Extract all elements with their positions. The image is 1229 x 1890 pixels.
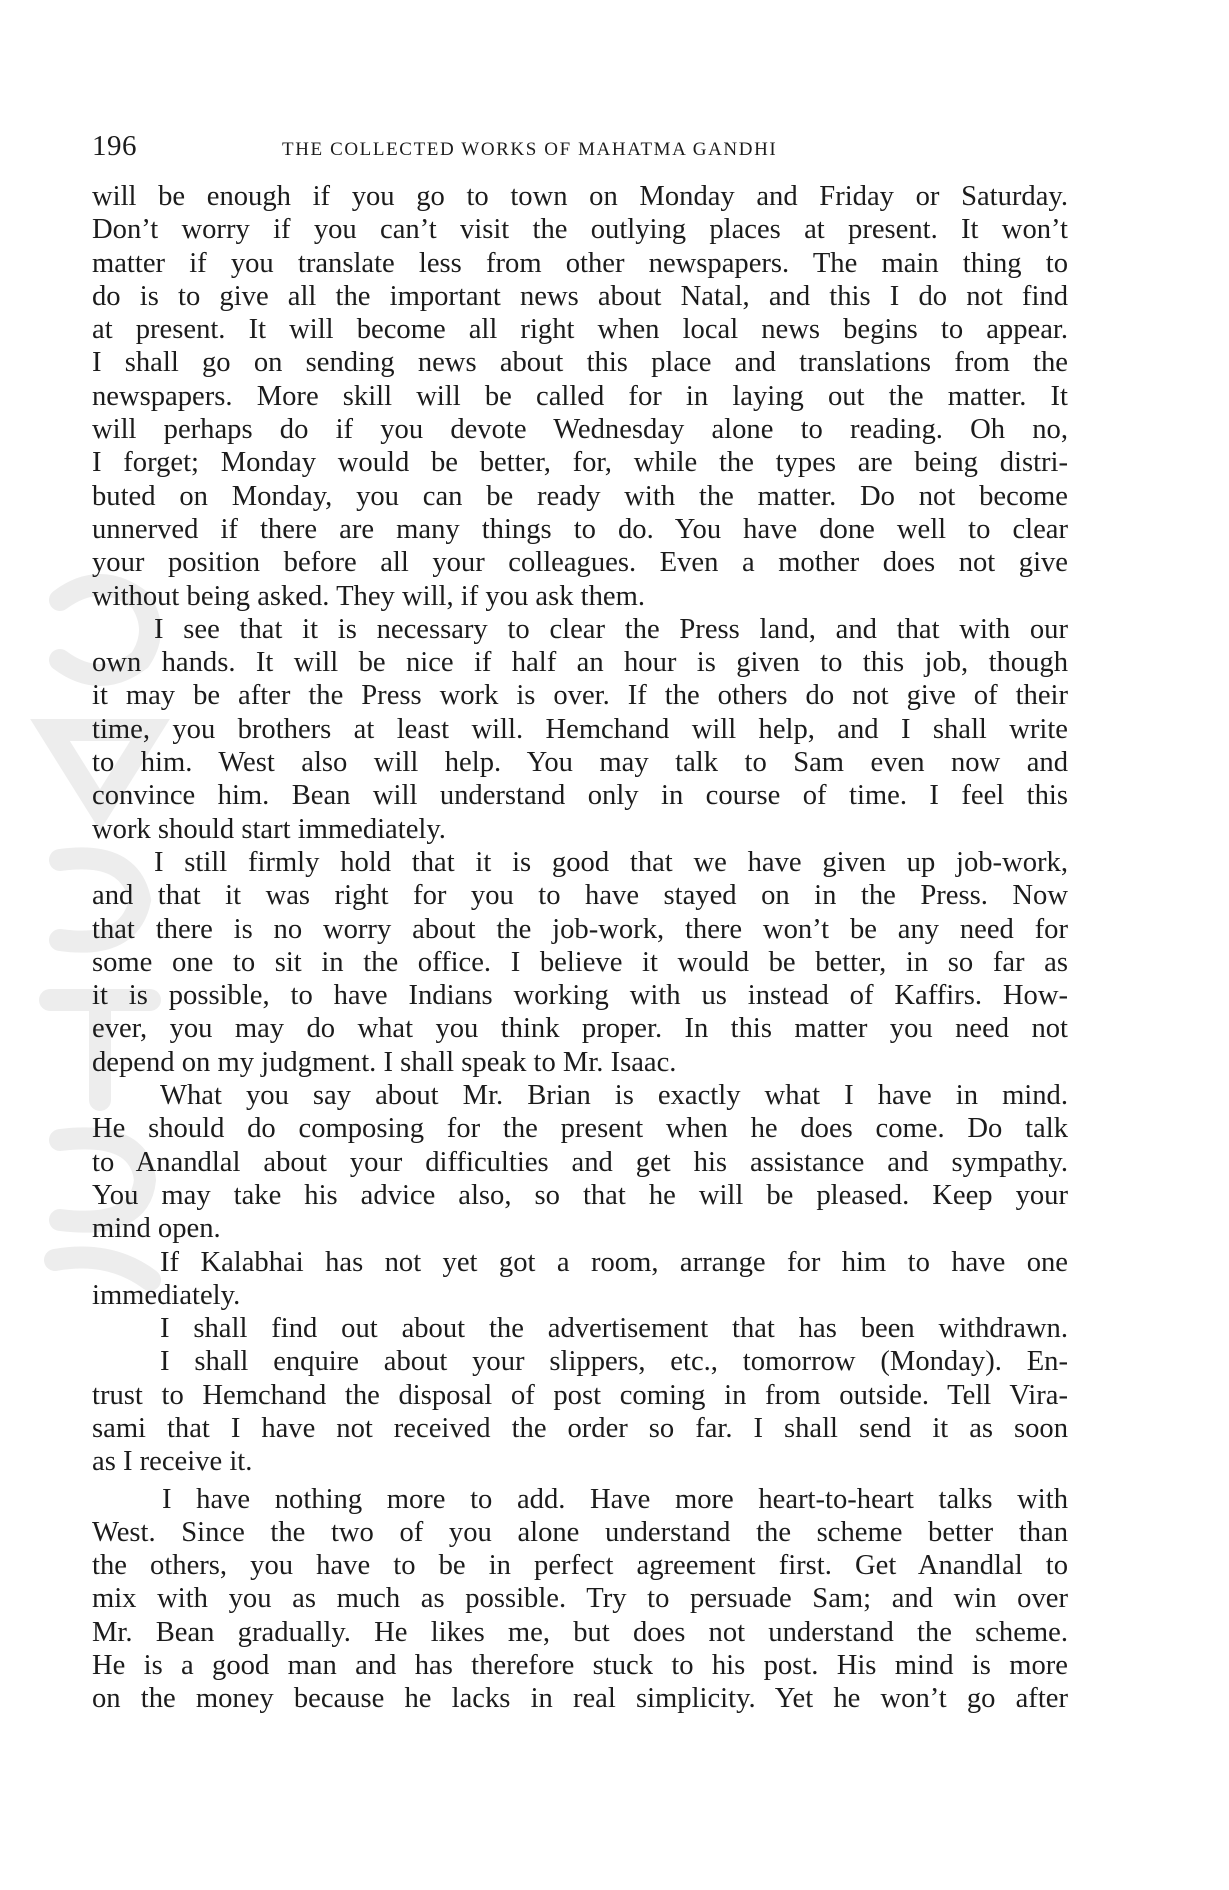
paragraph-1 [92, 180, 1068, 613]
text-line: I shall enquire about your slippers, etc., tomorrow (Monday). En- [160, 1346, 1068, 1378]
text-line: to him. West also will help. You may talk to Sam even now and [92, 747, 1068, 779]
text-line: mix with you as much as possible. Try to persuade Sam; and win over [92, 1583, 1068, 1615]
text-line: as I receive it. [92, 1446, 253, 1478]
body-text [92, 180, 1068, 1716]
text-line: time, you brothers at least will. Hemchand will help, and I shall write [92, 713, 1068, 745]
text-line: I still firmly hold that it is good that we have given up job-work, [154, 846, 1068, 878]
text-line: to Anandlal about your difficulties and get his assistance and sympathy. [92, 1146, 1068, 1178]
text-line: What you say about Mr. Brian is exactly what I have in mind. [160, 1080, 1068, 1112]
text-line: without being asked. They will, if you ask them. [92, 580, 645, 612]
text-line: sami that I have not received the order so far. I shall send it as soon [92, 1412, 1068, 1444]
text-line: ever, you may do what you think proper. In this matter you need not [92, 1013, 1068, 1045]
text-line: trust to Hemchand the disposal of post coming in from outside. Tell Vira- [92, 1379, 1068, 1411]
paragraph-2 [92, 613, 1068, 846]
text-line: If Kalabhai has not yet got a room, arrange for him to have one [160, 1246, 1068, 1278]
text-line: I have nothing more to add. Have more heart-to-heart talks with [162, 1483, 1068, 1515]
paragraph-8 [92, 1483, 1068, 1716]
text-line: matter if you translate less from other newspapers. The main thing to [92, 247, 1068, 279]
text-line: on the money because he lacks in real simplicity. Yet he won’t go after [92, 1683, 1068, 1715]
text-line: depend on my judgment. I shall speak to Mr. Isaac. [92, 1046, 677, 1078]
text-line: unnerved if there are many things to do. You have done well to clear [92, 513, 1068, 545]
page-header [92, 130, 1092, 170]
text-line: work should start immediately. [92, 813, 446, 845]
text-line: He should do composing for the present when he does come. Do talk [92, 1113, 1068, 1145]
text-line: I shall go on sending news about this place and translations from the [92, 347, 1068, 379]
text-line: will be enough if you go to town on Monday and Friday or Saturday. [92, 181, 1068, 212]
text-line: do is to give all the important news about Natal, and this I do not find [92, 280, 1068, 312]
text-line: it is possible, to have Indians working with us instead of Kaffirs. How- [92, 980, 1068, 1012]
paragraph-3 [92, 846, 1068, 1079]
text-line: convince him. Bean will understand only in course of time. I feel this [92, 780, 1068, 812]
text-line: newspapers. More skill will be called for in laying out the matter. It [92, 380, 1068, 412]
paragraph-5 [92, 1246, 1068, 1313]
page-number: 196 [92, 130, 137, 162]
text-line: immediately. [92, 1279, 241, 1311]
text-line: your position before all your colleagues. Even a mother does not give [92, 547, 1068, 579]
text-line: Don’t worry if you can’t visit the outlying places at present. It won’t [92, 214, 1068, 246]
text-line: He is a good man and has therefore stuck to his post. His mind is more [92, 1650, 1068, 1682]
text-line: You may take his advice also, so that he will be pleased. Keep your [92, 1179, 1068, 1211]
text-line: own hands. It will be nice if half an hour is given to this job, though [92, 647, 1068, 679]
text-line: I shall find out about the advertisement that has been withdrawn. [160, 1313, 1068, 1345]
text-line: will perhaps do if you devote Wednesday alone to reading. Oh no, [92, 414, 1068, 446]
paragraph-4 [92, 1079, 1068, 1245]
text-line: West. Since the two of you alone understand the scheme better than [92, 1516, 1068, 1548]
text-line: the others, you have to be in perfect agreement first. Get Anandlal to [92, 1550, 1068, 1582]
text-line: I forget; Monday would be better, for, while the types are being distri- [92, 447, 1068, 479]
text-line: that there is no worry about the job-work, there won’t be any need for [92, 913, 1068, 945]
text-line: buted on Monday, you can be ready with the matter. Do not become [92, 480, 1068, 512]
text-line: I see that it is necessary to clear the Press land, and that with our [154, 613, 1068, 645]
paragraph-6 [92, 1312, 1068, 1345]
paragraph-7 [92, 1345, 1068, 1478]
text-line: mind open. [92, 1213, 221, 1245]
text-line: it may be after the Press work is over. If the others do not give of their [92, 680, 1068, 712]
text-line: at present. It will become all right when local news begins to appear. [92, 314, 1068, 346]
text-line: some one to sit in the office. I believe it would be better, in so far as [92, 946, 1068, 978]
text-line: and that it was right for you to have stayed on in the Press. Now [92, 880, 1068, 912]
running-title: THE COLLECTED WORKS OF MAHATMA GANDHI [282, 139, 778, 160]
text-line: Mr. Bean gradually. He likes me, but does not understand the scheme. [92, 1616, 1068, 1648]
